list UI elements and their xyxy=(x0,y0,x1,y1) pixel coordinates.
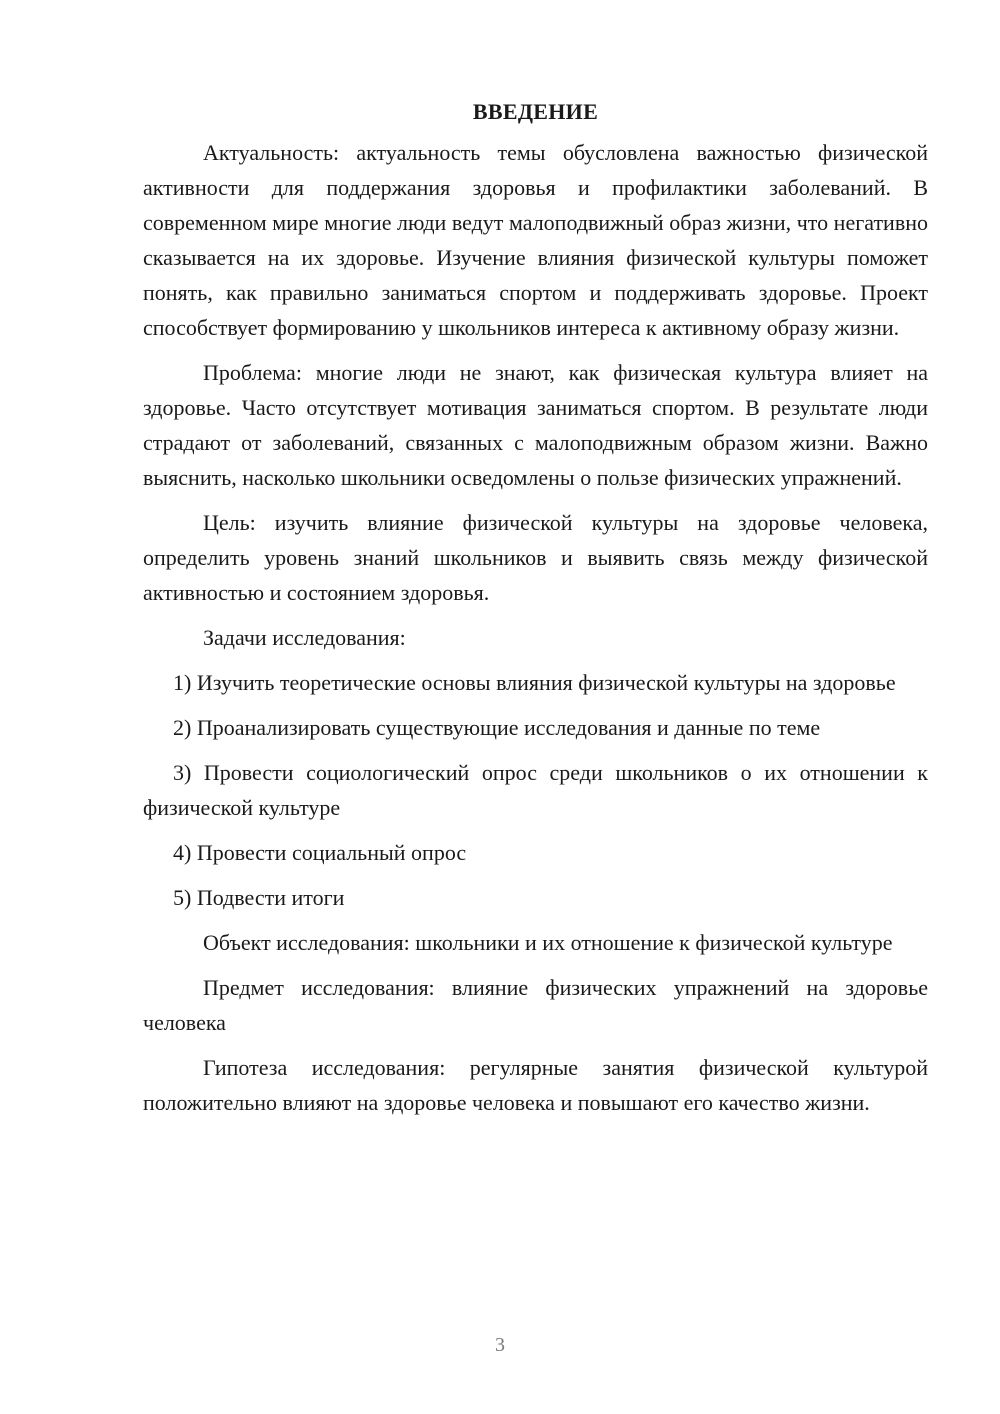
page-title: ВВЕДЕНИЕ xyxy=(472,99,599,124)
paragraph-goal: Цель: изучить влияние физической культуры на здоровье человека, определить уровень знаний школьников и выявить связь между физической активностью и состоянием здоровья. xyxy=(143,510,928,605)
task-item-3: 3) Провести социологический опрос среди школьников о их отношении к физической культуре xyxy=(143,760,928,820)
paragraph-subject: Предмет исследования: влияние физических упражнений на здоровье человека xyxy=(143,975,928,1035)
task-item-5: 5) Подвести итоги xyxy=(173,885,345,910)
paragraph-relevance: Актуальность: актуальность темы обусловлена важностью физической активности для поддержания здоровья и профилактики заболеваний. В современном мире многие люди ведут малоподвижный образ жизни, что негативно сказывается на их здоровье. Изучение влияния физической культуры поможет понять, как правильно заниматься спортом и поддерживать здоровье. Проект способствует формированию у школьников интереса к активному образу жизни. xyxy=(143,140,928,340)
paragraph-hypothesis: Гипотеза исследования: регулярные занятия физической культурой положительно влияют на здоровье человека и повышают его качество жизни. xyxy=(143,1055,928,1115)
page-content xyxy=(143,94,928,1130)
paragraph-object: Объект исследования: школьники и их отношение к физической культуре xyxy=(203,930,893,955)
page-number: 3 xyxy=(495,1334,505,1356)
tasks-heading: Задачи исследования: xyxy=(203,625,406,650)
task-item-1: 1) Изучить теоретические основы влияния физической культуры на здоровье xyxy=(173,670,896,695)
task-item-4: 4) Провести социальный опрос xyxy=(173,840,467,865)
task-item-2: 2) Проанализировать существующие исследования и данные по теме xyxy=(173,715,821,740)
paragraph-problem: Проблема: многие люди не знают, как физическая культура влияет на здоровье. Часто отсутствует мотивация заниматься спортом. В результате люди страдают от заболеваний, связанных с малоподвижным образом жизни. Важно выяснить, насколько школьники осведомлены о пользе физических упражнений. xyxy=(143,360,928,490)
